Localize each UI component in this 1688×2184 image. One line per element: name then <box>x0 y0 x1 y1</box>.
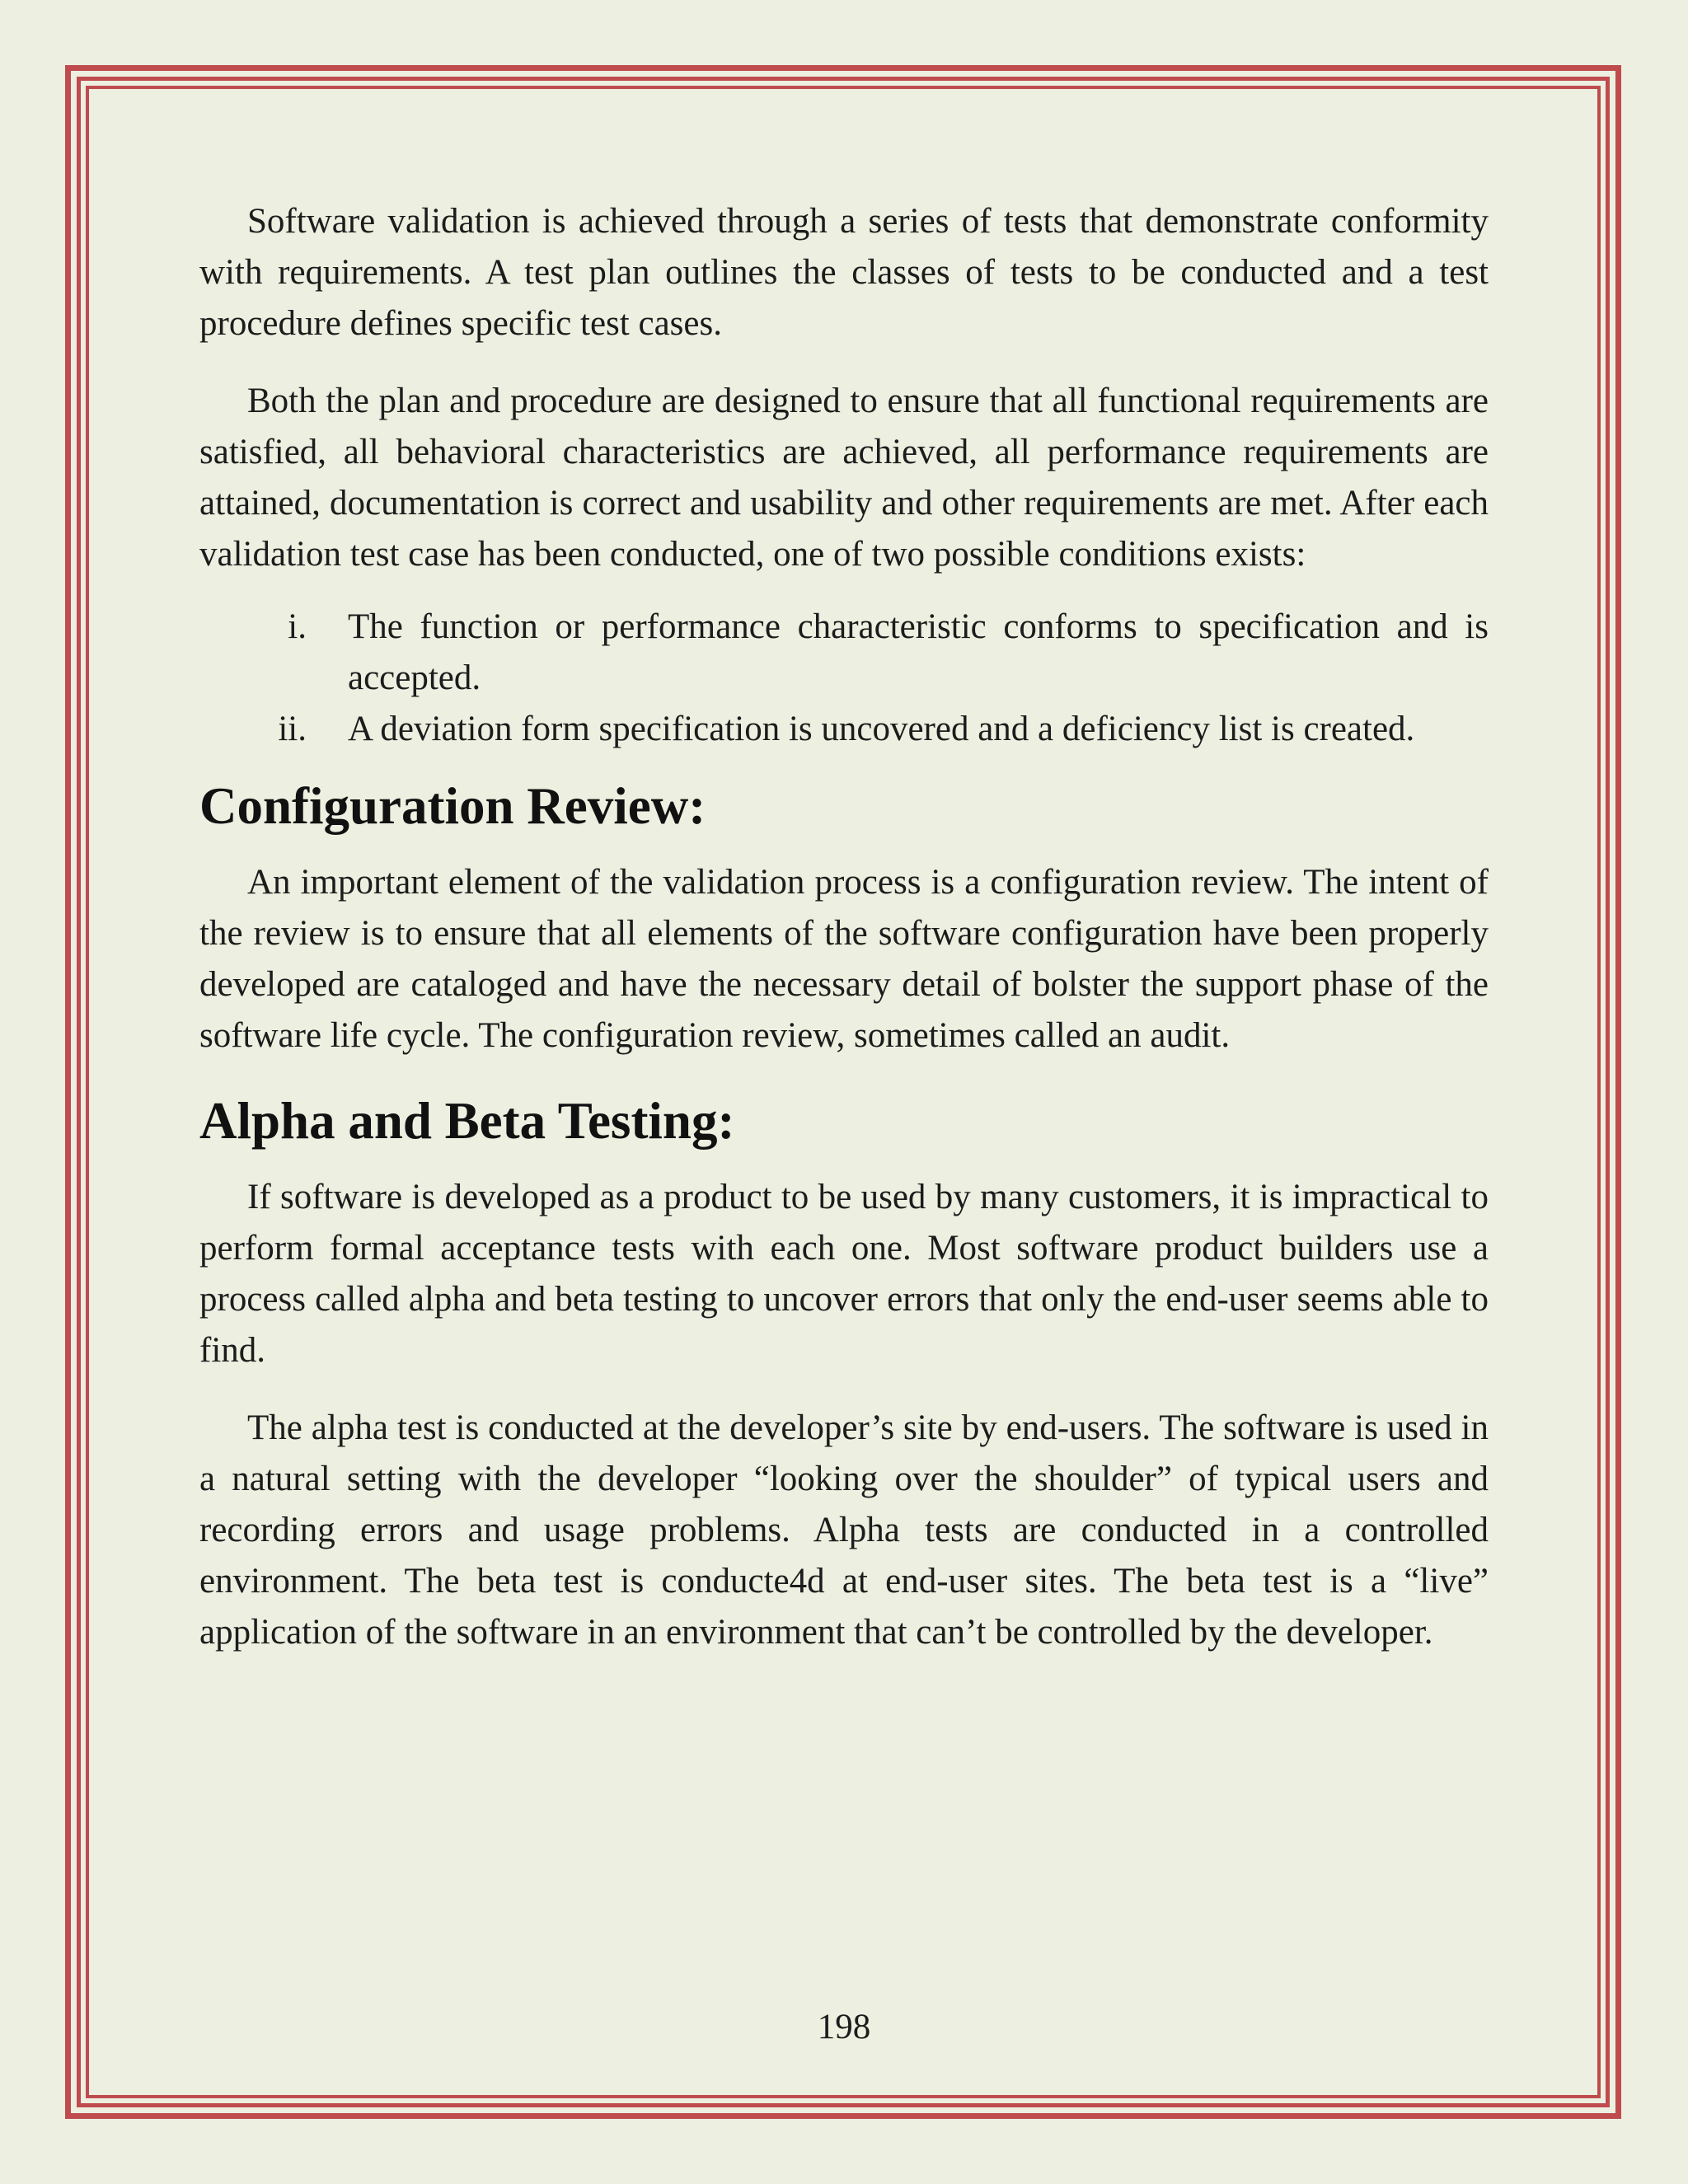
list-item-number: ii. <box>278 710 307 748</box>
list-item-text: The function or performance characteristic conforms to specification and is accepted. <box>348 607 1489 697</box>
page-number: 198 <box>817 2008 871 2046</box>
list-item <box>199 602 1489 704</box>
intro-paragraph-2: Both the plan and procedure are designed to ensure that all functional requirements are satisfied, all behavioral characteristics are achieved, all performance requirements are attained, documentation is correct and usability and other requirements are met. After each validation test case has been conducted, one of two possible conditions exists: <box>199 382 1489 574</box>
page-content <box>199 196 1489 1685</box>
list-item <box>199 704 1489 755</box>
conditions-list <box>199 602 1489 755</box>
intro-paragraph-1: Software validation is achieved through a series of tests that demonstrate conformity with requirements. A test plan outlines the classes of tests to be conducted and a test procedure defines specific test cases. <box>199 202 1489 343</box>
list-item-number: i. <box>288 607 307 646</box>
configuration-review-heading: Configuration Review: <box>199 777 706 835</box>
alpha-beta-paragraph-2: The alpha test is conducted at the developer’s site by end-users. The software is used in a natural setting with the developer “looking over the shoulder” of typical users and recording errors and usage problems. Alpha tests are conducted in a controlled environment. The beta test is conducte4d at end-user sites. The beta test is a “live” application of the software in an environment that can’t be controlled by the developer. <box>199 1408 1489 1652</box>
list-item-text: A deviation form specification is uncovered and a deficiency list is created. <box>348 710 1415 748</box>
alpha-beta-testing-heading: Alpha and Beta Testing: <box>199 1092 735 1150</box>
alpha-beta-paragraph-1: If software is developed as a product to be used by many customers, it is impractical to perform formal acceptance tests with each one. Most software product builders use a process called alpha and beta testing to uncover errors that only the end-user seems able to find. <box>199 1178 1489 1370</box>
configuration-review-paragraph: An important element of the validation process is a configuration review. The intent of the review is to ensure that all elements of the software configuration have been properly developed are cataloged and have the necessary detail of bolster the support phase of the software life cycle. The configuration review, sometimes called an audit. <box>199 863 1489 1055</box>
